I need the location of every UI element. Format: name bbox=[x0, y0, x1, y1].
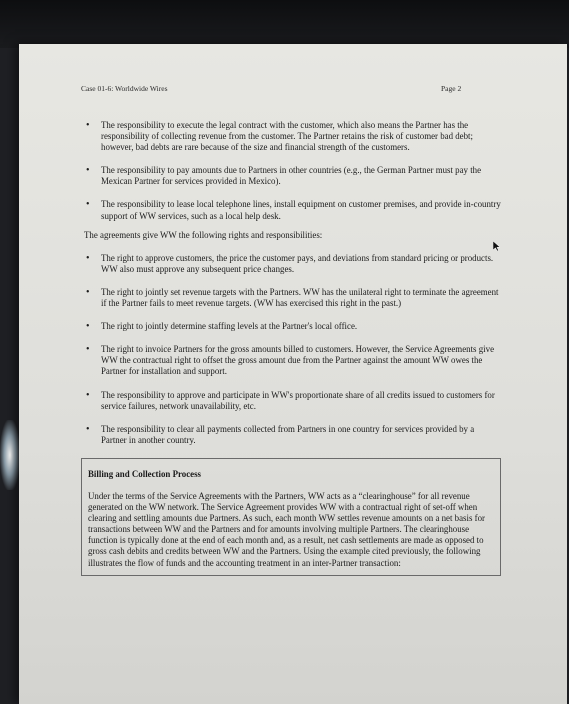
bullet-icon: • bbox=[86, 199, 90, 211]
billing-section-text: Under the terms of the Service Agreements with the Partners, WW acts as a “clearinghouse” for all revenue generated on the WW network. The Service Agreement provides WW with a contractual right of set-off when clearing and settling amounts due Partners. As such, each month WW settles revenue amounts on a net basis for transactions between WW and the Partners and for amounts involving multiple Partners. The clearinghouse function is typically done at the end of each month and, as a result, net cash settlements are made as opposed to gross cash debits and credits between WW and the Partners. Using the example cited previously, the following illustrates the flow of funds and the accounting treatment in an inter-Partner transaction: bbox=[88, 490, 485, 568]
bullet-icon: • bbox=[86, 389, 90, 401]
list-item-text: The right to jointly set revenue targets with the Partners. WW has the unilateral right to terminate the agreement if the Partner fails to meet revenue targets. (WW has exercised this right in the past.) bbox=[101, 286, 499, 309]
list-item-text: The responsibility to execute the legal contract with the customer, which also means the Partner has the responsibility of collecting revenue from the customer. The Partner retains the risk of customer bad debt; however, bad debts are rare because of the size and financial strength of the customers. bbox=[101, 120, 473, 153]
list-item bbox=[81, 287, 501, 309]
document-body bbox=[81, 120, 501, 576]
bullet-list-partner-responsibilities bbox=[81, 120, 501, 222]
list-item-text: The responsibility to approve and participate in WW's proportionate share of all credits issued to customers for service failures, network unavailability, etc. bbox=[101, 389, 495, 411]
document-page bbox=[19, 44, 567, 704]
list-item bbox=[81, 344, 501, 377]
bullet-icon: • bbox=[86, 423, 90, 435]
bullet-icon: • bbox=[86, 252, 90, 264]
list-item-text: The responsibility to lease local telephone lines, install equipment on customer premises, and provide in-country support of WW services, such as a local help desk. bbox=[101, 199, 501, 221]
mouse-pointer-icon bbox=[493, 241, 501, 251]
billing-section-box bbox=[81, 458, 501, 576]
list-item-text: The responsibility to clear all payments collected from Partners in one country for services provided by a Partner in another country. bbox=[101, 423, 475, 445]
list-item bbox=[81, 390, 501, 412]
bullet-icon: • bbox=[86, 321, 90, 333]
bullet-icon: • bbox=[86, 120, 90, 131]
screen-glare bbox=[0, 420, 20, 490]
billing-section-title: Billing and Collection Process bbox=[88, 468, 201, 479]
header-case-title: Case 01-6: Worldwide Wires bbox=[81, 84, 168, 93]
bullet-icon: • bbox=[86, 344, 90, 356]
list-item bbox=[81, 321, 501, 332]
list-item bbox=[81, 120, 501, 153]
list-item-text: The responsibility to pay amounts due to Partners in other countries (e.g., the German Partner must pay the Mexican Partner for services provided in Mexico). bbox=[101, 165, 482, 187]
list-item-text: The right to invoice Partners for the gross amounts billed to customers. However, the Service Agreements give WW the contractual right to offset the gross amount due from the Partner against the amount WW owes the Partner for installation and support. bbox=[101, 344, 495, 377]
bullet-icon: • bbox=[86, 286, 90, 298]
list-item bbox=[81, 424, 501, 446]
bullet-list-ww-rights bbox=[81, 253, 501, 446]
top-dark-bar bbox=[0, 0, 569, 48]
list-item bbox=[81, 199, 501, 221]
list-item bbox=[81, 165, 501, 187]
bullet-icon: • bbox=[86, 165, 90, 177]
list-item-text: The right to jointly determine staffing levels at the Partner's local office. bbox=[101, 321, 358, 332]
header-page-number: Page 2 bbox=[441, 84, 462, 93]
list-item-text: The right to approve customers, the price the customer pays, and deviations from standard pricing or products. WW also must approve any subsequent price changes. bbox=[101, 252, 494, 274]
list-item bbox=[81, 253, 501, 275]
agreements-intro: The agreements give WW the following rights and responsibilities: bbox=[84, 229, 323, 240]
